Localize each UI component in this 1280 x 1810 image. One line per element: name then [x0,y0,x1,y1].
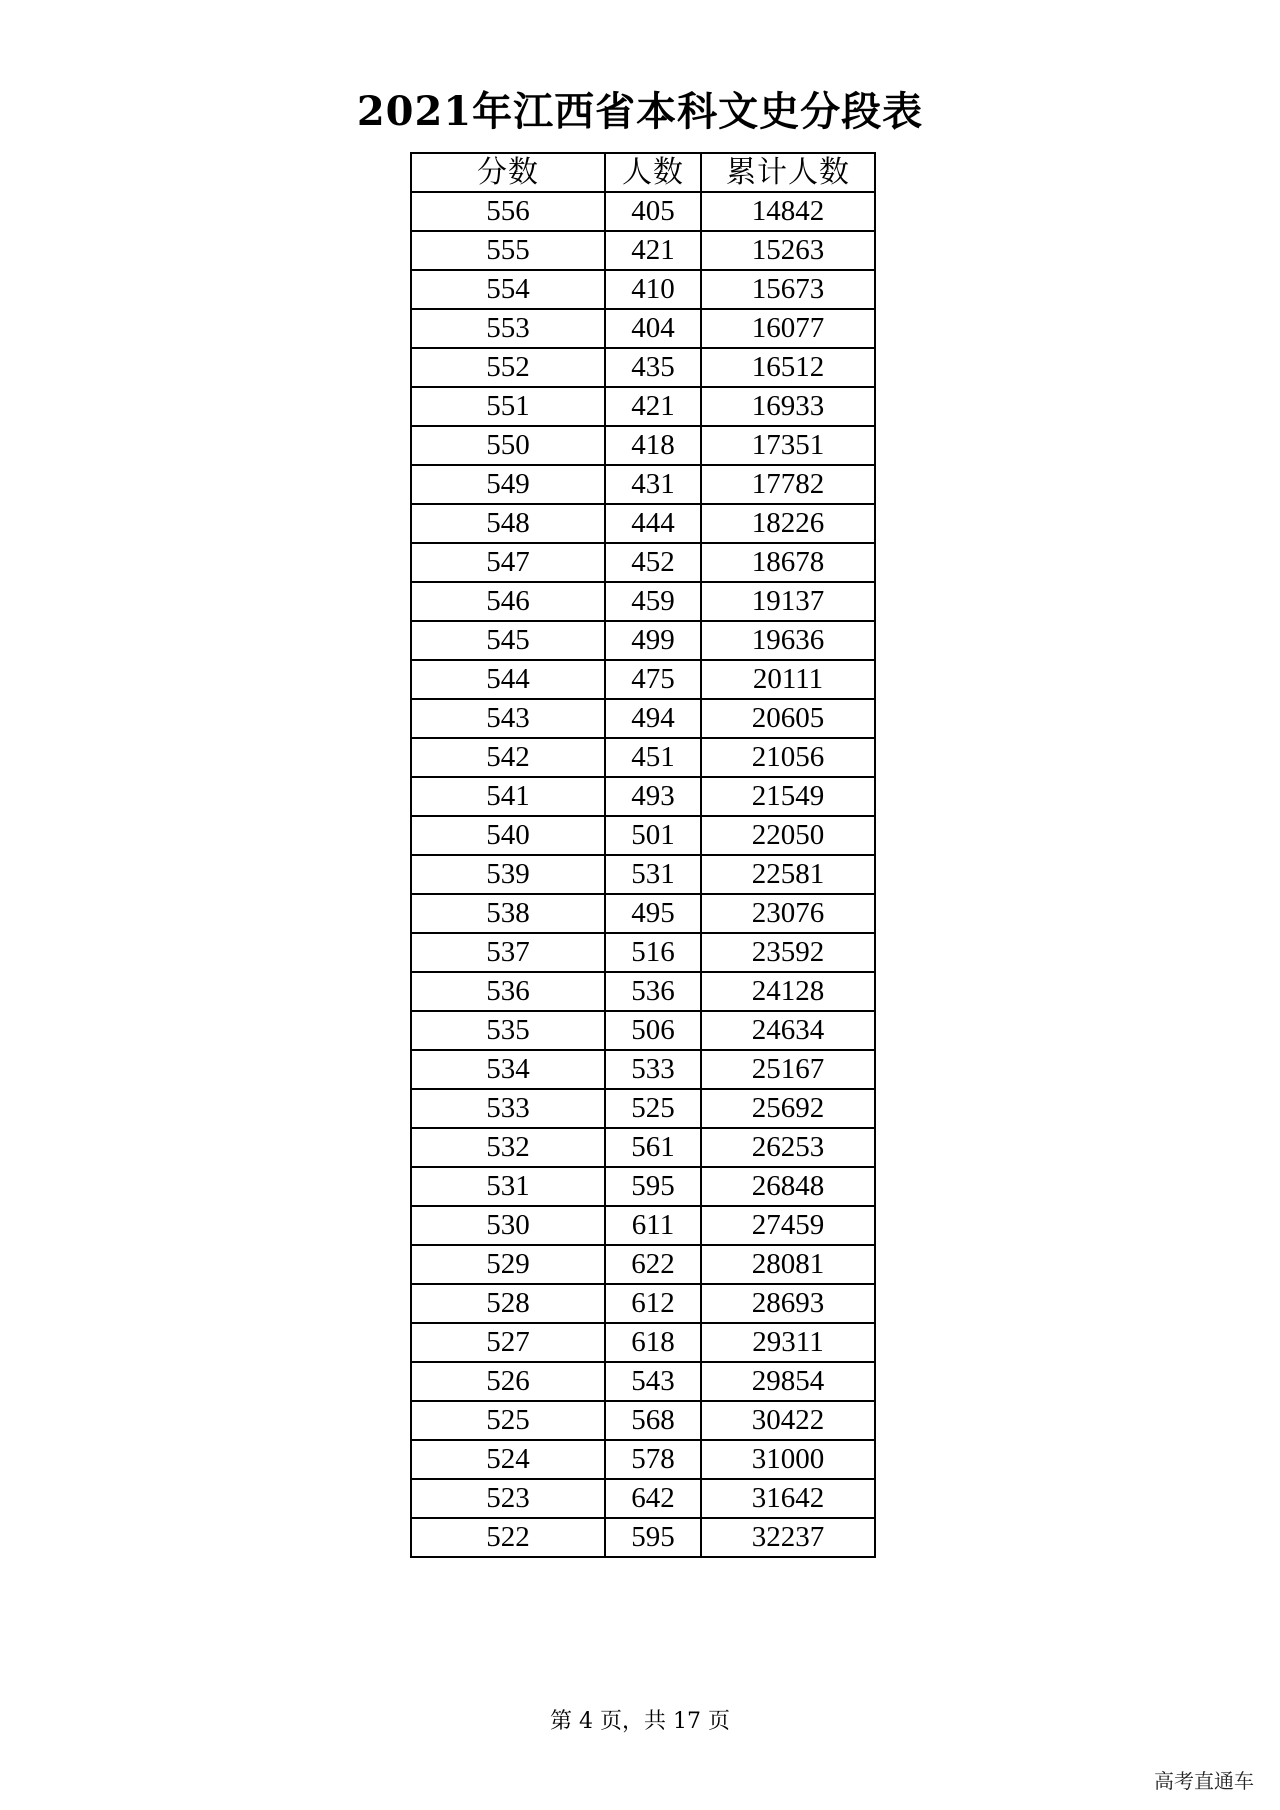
cell-score: 526 [411,1362,605,1401]
cell-count: 595 [605,1167,701,1206]
cell-count: 404 [605,309,701,348]
cell-score: 522 [411,1518,605,1557]
cell-score: 553 [411,309,605,348]
cell-score: 530 [411,1206,605,1245]
cell-cumulative: 25692 [701,1089,875,1128]
table-row [411,621,875,660]
cell-score: 541 [411,777,605,816]
cell-count: 459 [605,582,701,621]
cell-cumulative: 27459 [701,1206,875,1245]
table-row [411,1128,875,1167]
cell-cumulative: 31000 [701,1440,875,1479]
page-number-footer: 第 4 页，共 17 页 [550,1709,730,1734]
table-row [411,1284,875,1323]
cell-count: 421 [605,231,701,270]
table-row [411,1518,875,1557]
cell-score: 555 [411,231,605,270]
cell-score: 551 [411,387,605,426]
cell-cumulative: 29311 [701,1323,875,1362]
table-row [411,1362,875,1401]
cell-score: 532 [411,1128,605,1167]
table-row [411,894,875,933]
cell-cumulative: 32237 [701,1518,875,1557]
table-row [411,933,875,972]
table-header [411,153,875,192]
cell-count: 421 [605,387,701,426]
cell-score: 540 [411,816,605,855]
cell-cumulative: 26253 [701,1128,875,1167]
cell-cumulative: 23592 [701,933,875,972]
cell-cumulative: 18678 [701,543,875,582]
table-row [411,387,875,426]
table-body [411,192,875,1557]
table-row [411,582,875,621]
cell-count: 499 [605,621,701,660]
table-row [411,270,875,309]
cell-cumulative: 23076 [701,894,875,933]
table-row [411,660,875,699]
table-row [411,1089,875,1128]
cell-cumulative: 20605 [701,699,875,738]
cell-count: 494 [605,699,701,738]
cell-count: 516 [605,933,701,972]
cell-cumulative: 14842 [701,192,875,231]
cell-score: 552 [411,348,605,387]
table-row [411,465,875,504]
cell-score: 533 [411,1089,605,1128]
cell-score: 524 [411,1440,605,1479]
watermark: 高考直通车 [1154,1769,1254,1793]
table-row [411,1167,875,1206]
cell-score: 549 [411,465,605,504]
cell-count: 431 [605,465,701,504]
table-row [411,426,875,465]
cell-cumulative: 18226 [701,504,875,543]
cell-count: 622 [605,1245,701,1284]
cell-cumulative: 20111 [701,660,875,699]
table-row [411,309,875,348]
cell-cumulative: 25167 [701,1050,875,1089]
cell-count: 536 [605,972,701,1011]
cell-score: 545 [411,621,605,660]
cell-score: 542 [411,738,605,777]
cell-score: 539 [411,855,605,894]
cell-score: 537 [411,933,605,972]
cell-cumulative: 16512 [701,348,875,387]
cell-count: 501 [605,816,701,855]
cell-count: 543 [605,1362,701,1401]
cell-count: 452 [605,543,701,582]
table-row [411,348,875,387]
cell-cumulative: 19636 [701,621,875,660]
cell-score: 531 [411,1167,605,1206]
cell-score: 554 [411,270,605,309]
cell-count: 405 [605,192,701,231]
cell-count: 475 [605,660,701,699]
page-title: 2021年江西省本科文史分段表 [356,88,924,135]
cell-cumulative: 26848 [701,1167,875,1206]
cell-cumulative: 15263 [701,231,875,270]
cell-cumulative: 16077 [701,309,875,348]
cell-cumulative: 30422 [701,1401,875,1440]
table-row [411,231,875,270]
cell-count: 525 [605,1089,701,1128]
table-row [411,192,875,231]
cell-score: 528 [411,1284,605,1323]
table-row [411,1401,875,1440]
table-row [411,699,875,738]
cell-cumulative: 24634 [701,1011,875,1050]
cell-count: 611 [605,1206,701,1245]
table-row [411,816,875,855]
cell-score: 546 [411,582,605,621]
cell-cumulative: 24128 [701,972,875,1011]
cell-cumulative: 17351 [701,426,875,465]
cell-score: 547 [411,543,605,582]
cell-score: 548 [411,504,605,543]
table-row [411,504,875,543]
cell-cumulative: 21549 [701,777,875,816]
cell-count: 612 [605,1284,701,1323]
cell-count: 561 [605,1128,701,1167]
cell-count: 418 [605,426,701,465]
cell-count: 493 [605,777,701,816]
score-distribution-table [410,152,876,1558]
cell-score: 536 [411,972,605,1011]
table-row [411,1440,875,1479]
table-row [411,855,875,894]
cell-cumulative: 16933 [701,387,875,426]
cell-count: 531 [605,855,701,894]
cell-cumulative: 22050 [701,816,875,855]
cell-count: 435 [605,348,701,387]
cell-score: 527 [411,1323,605,1362]
table-row [411,543,875,582]
table-row [411,1479,875,1518]
table-row [411,777,875,816]
cell-cumulative: 22581 [701,855,875,894]
table-row [411,1245,875,1284]
cell-cumulative: 15673 [701,270,875,309]
cell-count: 410 [605,270,701,309]
cell-cumulative: 17782 [701,465,875,504]
cell-cumulative: 19137 [701,582,875,621]
cell-count: 495 [605,894,701,933]
cell-cumulative: 28693 [701,1284,875,1323]
cell-score: 556 [411,192,605,231]
table-row [411,1011,875,1050]
table-row [411,1206,875,1245]
cell-score: 523 [411,1479,605,1518]
cell-count: 506 [605,1011,701,1050]
table-row [411,972,875,1011]
header-cumulative: 累计人数 [701,153,875,192]
cell-score: 543 [411,699,605,738]
cell-count: 618 [605,1323,701,1362]
cell-count: 444 [605,504,701,543]
cell-count: 568 [605,1401,701,1440]
header-count: 人数 [605,153,701,192]
cell-score: 529 [411,1245,605,1284]
cell-score: 544 [411,660,605,699]
cell-count: 578 [605,1440,701,1479]
header-score: 分数 [411,153,605,192]
cell-cumulative: 28081 [701,1245,875,1284]
cell-count: 533 [605,1050,701,1089]
cell-count: 595 [605,1518,701,1557]
cell-cumulative: 29854 [701,1362,875,1401]
cell-score: 550 [411,426,605,465]
cell-count: 642 [605,1479,701,1518]
table-row [411,1323,875,1362]
cell-cumulative: 21056 [701,738,875,777]
cell-score: 535 [411,1011,605,1050]
cell-score: 525 [411,1401,605,1440]
cell-cumulative: 31642 [701,1479,875,1518]
header-row [411,153,875,192]
table-row [411,738,875,777]
cell-count: 451 [605,738,701,777]
table-row [411,1050,875,1089]
cell-score: 538 [411,894,605,933]
cell-score: 534 [411,1050,605,1089]
